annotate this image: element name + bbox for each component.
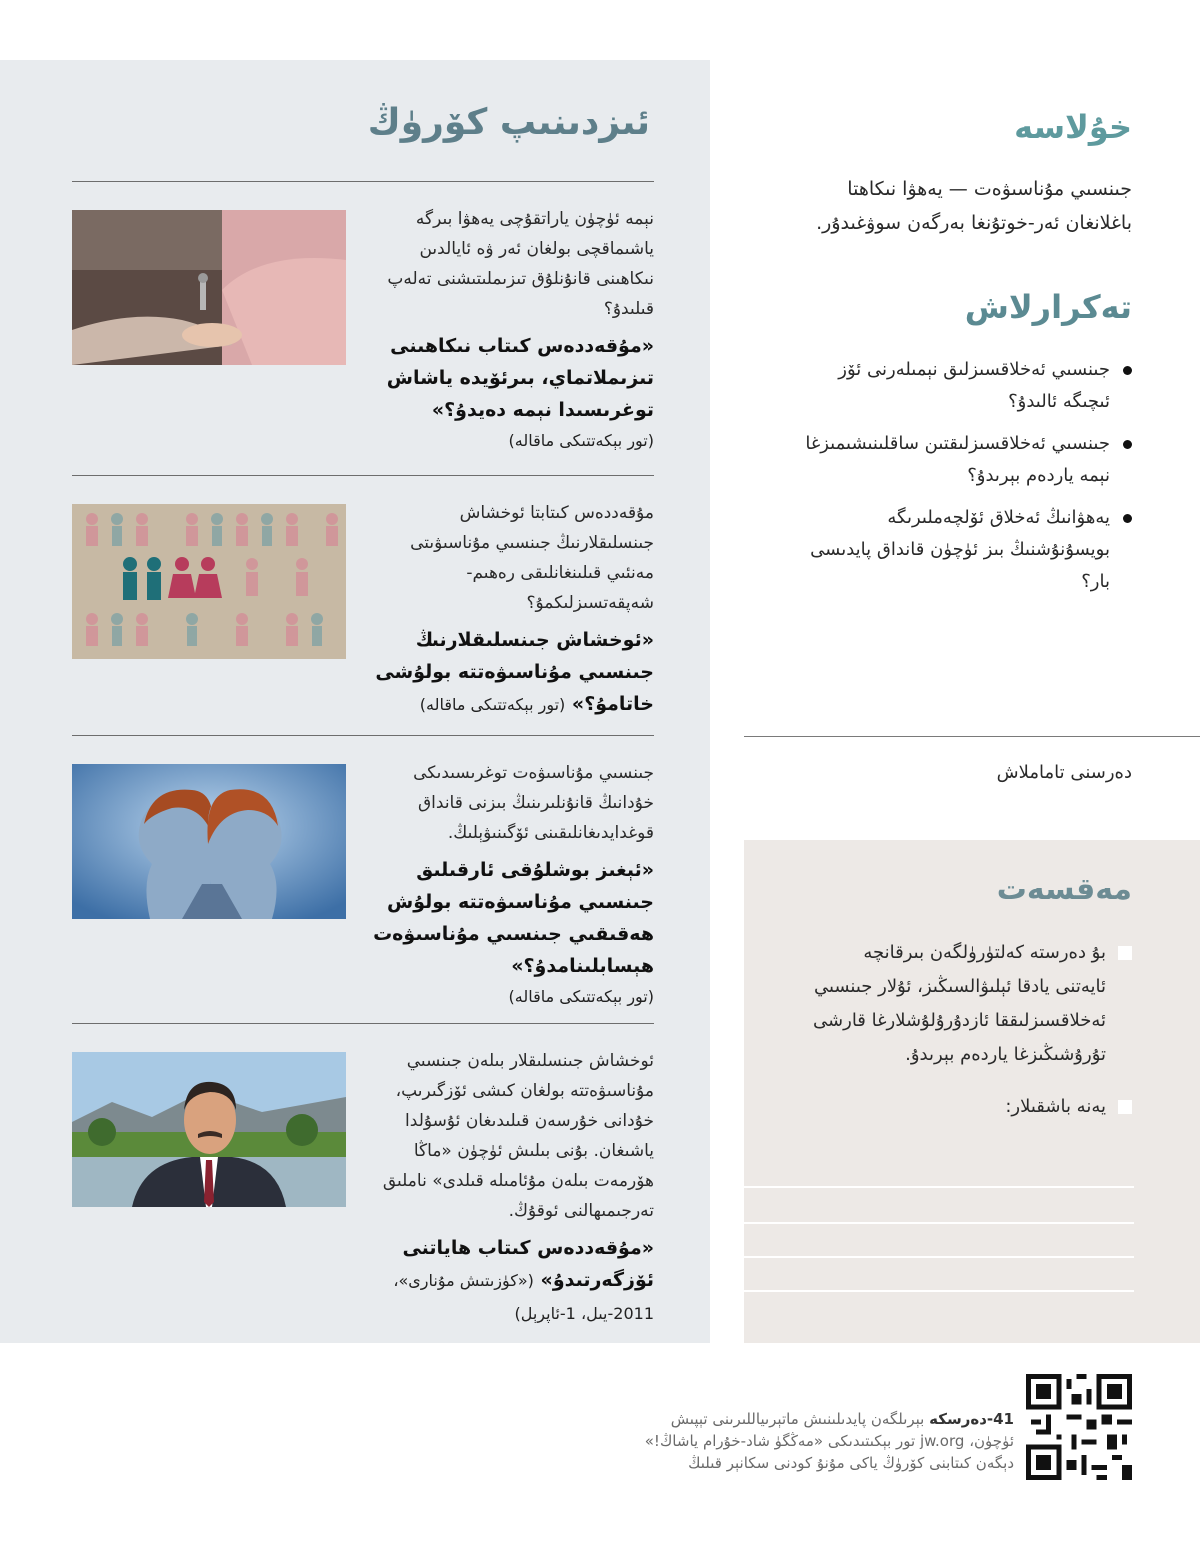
summary-text: جىنسىي مۇناسىۋەت — يەھۋا نىكاھتا باغلانغان ئەر-خوتۇنغا بەرگەن سوۋغىدۇر. — [816, 178, 1132, 234]
checkbox-icon[interactable] — [1118, 946, 1132, 960]
writing-line[interactable] — [744, 1290, 1134, 1292]
goal-box — [744, 840, 1200, 1343]
explore-item-reference[interactable]: «مۇقەددەس كىتاب نىكاھىنى تىزىملاتماي، بىرئۆيدە ياشاش توغرىسىدا نېمە دەيدۇ؟» — [386, 335, 654, 421]
explore-item-description: مۇقەددەس كىتابتا ئوخشاش جىنسلىقلارنىڭ جىنسىي مۇناسىۋىتى مەنئىي قىلىنغانلىقى رەھىم-شەپقەتسىزلىكمۇ؟ — [410, 503, 654, 613]
bullet-icon — [1123, 514, 1132, 523]
goal-title: مەقسەت — [996, 872, 1132, 907]
explore-item-source: (تور بېكەتتىكى ماقالە) — [508, 987, 654, 1006]
explore-item-text-block — [364, 758, 654, 1012]
explore-item-description: نېمە ئۈچۈن ياراتقۇچى يەھۋا بىرگە ياشىماقچى بولغان ئەر ۋە ئايالدىن نىكاھىنى قانۇنلۇق تىزىملىتىشنى تەلەپ قىلىدۇ؟ — [387, 209, 654, 319]
explore-item-text-block — [364, 498, 654, 721]
bullet-icon — [1123, 366, 1132, 375]
qr-code-icon[interactable] — [1026, 1374, 1132, 1480]
goal-item[interactable]: يەنە باشقىلار: — [812, 1090, 1132, 1124]
explore-item-description: جىنسىي مۇناسىۋەت توغرىسىدىكى خۇدانىڭ قانۇنلىرىنىڭ بىزنى قانداق قوغدايدىغانلىقىنى ئۆگىنىۋېلىڭ. — [413, 763, 654, 843]
gender-figures-pattern — [72, 504, 346, 659]
explore-item-text-block — [354, 1046, 654, 1330]
review-item: يەھۋانىڭ ئەخلاق ئۆلچەملىرىگە بويسۇنۇشنىڭ بىز ئۈچۈن قانداق پايدىسى بار؟ — [792, 502, 1132, 598]
explore-item-reference[interactable]: «ئوخشاش جىنسلىقلارنىڭ جىنسىي مۇناسىۋەتتە بولۇشى خاتامۇ؟» (تور بېكەتتىكى ماقالە) — [375, 629, 654, 715]
lesson-number: 41-دەرسكە — [929, 1410, 1014, 1428]
explore-item[interactable] — [72, 475, 654, 735]
bullet-icon — [1123, 440, 1132, 449]
two-silhouettes-illustration — [72, 764, 346, 919]
goal-list — [812, 936, 1132, 1142]
lesson-complete-label: دەرسنى تاماملاش — [996, 762, 1132, 783]
man-portrait-photo — [72, 1052, 346, 1207]
explore-title: ئىزدىنىپ كۆرۈڭ — [367, 102, 650, 143]
hand-giving-keys-photo — [72, 210, 346, 365]
footer-line[interactable]: ئۈچۈن، jw.org تور بېكىتىدىكى «مەڭگۈ شاد-خۇرام ياشاڭ!» — [644, 1432, 1014, 1450]
writing-line[interactable] — [744, 1256, 1134, 1258]
review-item: جىنسىي ئەخلاقسىزلىق نېمىلەرنى ئۆز ئىچىگە ئالىدۇ؟ — [792, 354, 1132, 418]
explore-item[interactable] — [72, 181, 654, 475]
review-title: تەكرارلاش — [964, 288, 1132, 326]
explore-item[interactable] — [72, 1023, 654, 1333]
writing-line[interactable] — [744, 1222, 1134, 1224]
checkbox-icon[interactable] — [1118, 1100, 1132, 1114]
explore-item-text-block — [364, 204, 654, 456]
explore-item-reference[interactable]: «مۇقەددەس كىتاب ھاياتنى ئۆزگەرتىدۇ» («كۈزىتىش مۇنارى»، 2011-يىل، 1-ئاپرېل) — [393, 1237, 654, 1323]
explore-item-source: (تور بېكەتتىكى ماقالە) — [508, 431, 654, 450]
explore-item[interactable] — [72, 735, 654, 1023]
review-list — [792, 354, 1132, 608]
explore-item-description: ئوخشاش جىنسلىقلار بىلەن جىنسىي مۇناسىۋەتتە بولغان كىشى ئۆزگىرىپ، خۇدانى خۇرسەن قىلىدىغان ئۇسۇلدا ياشىغان. بۇنى بىلىش ئۈچۈن «ماڭا ھۆرمەت بىلەن مۇئامىلە قىلدى» ناملىق تەرجىمىھالنى ئوقۇڭ. — [382, 1051, 654, 1221]
footer-note — [454, 1408, 1014, 1474]
footer-line: 41-دەرسكە بېرىلگەن پايدىلىنىش ماتېرىياللىرىنى تېپىش — [670, 1410, 1014, 1428]
review-item: جىنسىي ئەخلاقسىزلىقتىن ساقلىنىشىمىزغا نېمە ياردەم بېرىدۇ؟ — [792, 428, 1132, 492]
goal-item[interactable]: بۇ دەرستە كەلتۈرۈلگەن بىرقانچە ئايەتنى يادقا ئېلىۋالسىڭىز، ئۇلار جىنسىي ئەخلاقسىزلىققا ئازدۇرۇلۇشلارغا قارشى تۇرۇشىڭىزغا ياردەم بېرىدۇ. — [812, 936, 1132, 1072]
writing-line[interactable] — [744, 1186, 1134, 1188]
explore-panel — [0, 60, 710, 1343]
section-divider — [744, 736, 1200, 737]
footer-line: دېگەن كىتابنى كۆرۈڭ ياكى مۇنۇ كودنى سكانېر قىلىڭ — [688, 1454, 1014, 1472]
summary-title: خۇلاسە — [1014, 108, 1132, 146]
explore-item-reference[interactable]: «ئېغىز بوشلۇقى ئارقىلىق جىنسىي مۇناسىۋەتتە بولۇش ھەقىقىي جىنسىي مۇناسىۋەت ھېسابلىنامدۇ؟» — [373, 859, 654, 977]
